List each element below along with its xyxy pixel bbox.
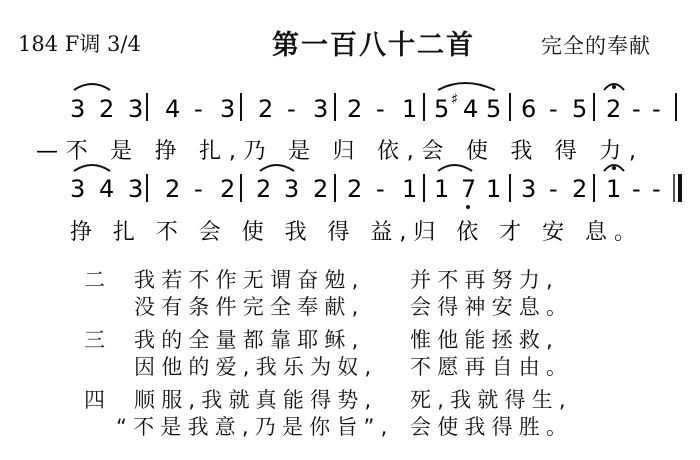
note: 2	[347, 95, 363, 123]
note: -	[376, 95, 385, 123]
note: 3	[128, 95, 144, 123]
note: 3	[313, 95, 329, 123]
verse-line: 惟他能拯救,	[410, 328, 559, 352]
low-octave-dot	[466, 205, 470, 209]
note: 5	[434, 95, 450, 123]
note: 1	[402, 175, 418, 203]
note: 5	[486, 95, 502, 123]
hymn-number-key: 184 F调 3/4	[18, 32, 141, 56]
note: 3	[70, 95, 86, 123]
note: 1	[486, 175, 502, 203]
verse-line: 我若不作无谓奋勉,	[134, 268, 365, 292]
note: -	[549, 95, 558, 123]
note: 2	[313, 175, 329, 203]
fermata-dot	[612, 166, 616, 170]
note: 4	[463, 95, 479, 123]
verse-line: 因他的爱,我乐为奴,	[134, 355, 378, 379]
note: 4	[165, 95, 181, 123]
slur	[74, 84, 110, 90]
sharp-sign: ♯	[451, 90, 459, 108]
verse-number: 三	[84, 328, 105, 352]
note: 3	[220, 95, 236, 123]
note: 2	[347, 175, 363, 203]
verse-number: 四	[84, 388, 105, 412]
note: 2	[256, 175, 272, 203]
note: -	[194, 175, 203, 203]
fermata-dot	[612, 85, 616, 89]
note: 3	[128, 175, 144, 203]
verse-line: 顺服,我就真能得势,	[134, 388, 378, 412]
verse-line: 会使我得胜。	[410, 415, 574, 439]
note: -	[632, 95, 641, 123]
note: -	[194, 95, 203, 123]
verse-line: 并不再努力,	[410, 268, 559, 292]
note: 1	[434, 175, 450, 203]
verse-number: 二	[84, 268, 105, 292]
note: 3	[521, 175, 537, 203]
note: -	[652, 175, 661, 203]
note: 2	[606, 95, 622, 123]
note: 3	[70, 175, 86, 203]
note: -	[632, 175, 641, 203]
hymn-subtitle: 完全的奉献	[541, 34, 651, 58]
note: 1	[606, 175, 622, 203]
verse-line: 没有条件完全奉献,	[134, 295, 365, 319]
slur	[260, 165, 294, 171]
note: 7	[461, 175, 477, 203]
lyrics-line-2: 挣 扎 不 会 使 我 得 益,归 依 才 安 息。	[70, 220, 636, 245]
slur	[438, 83, 495, 90]
note: 1	[402, 95, 418, 123]
note: 2	[165, 175, 181, 203]
note: -	[549, 175, 558, 203]
verse-line: 我的全量都靠耶稣,	[134, 328, 365, 352]
lyrics-line-1: —不 是 挣 扎,乃 是 归 依,会 使 我 得 力,	[36, 139, 636, 164]
note: 2	[220, 175, 236, 203]
hymn-title: 第一百八十二首	[272, 30, 475, 61]
slur	[438, 165, 472, 171]
note: 2	[99, 95, 115, 123]
note: 2	[258, 95, 274, 123]
note: 2	[572, 175, 588, 203]
note: 5	[572, 95, 588, 123]
verse-line: 不愿再自由。	[410, 355, 574, 379]
note: 4	[99, 175, 115, 203]
note: 6	[521, 95, 537, 123]
verse-line: 会得神安息。	[410, 295, 574, 319]
note: 3	[284, 175, 300, 203]
note: -	[376, 175, 385, 203]
note: -	[652, 95, 661, 123]
verse-line: 死,我就得生,	[410, 388, 572, 412]
note: -	[287, 95, 296, 123]
verse-line: “不是我意,乃是你旨”,	[116, 415, 394, 439]
slur	[74, 165, 110, 171]
